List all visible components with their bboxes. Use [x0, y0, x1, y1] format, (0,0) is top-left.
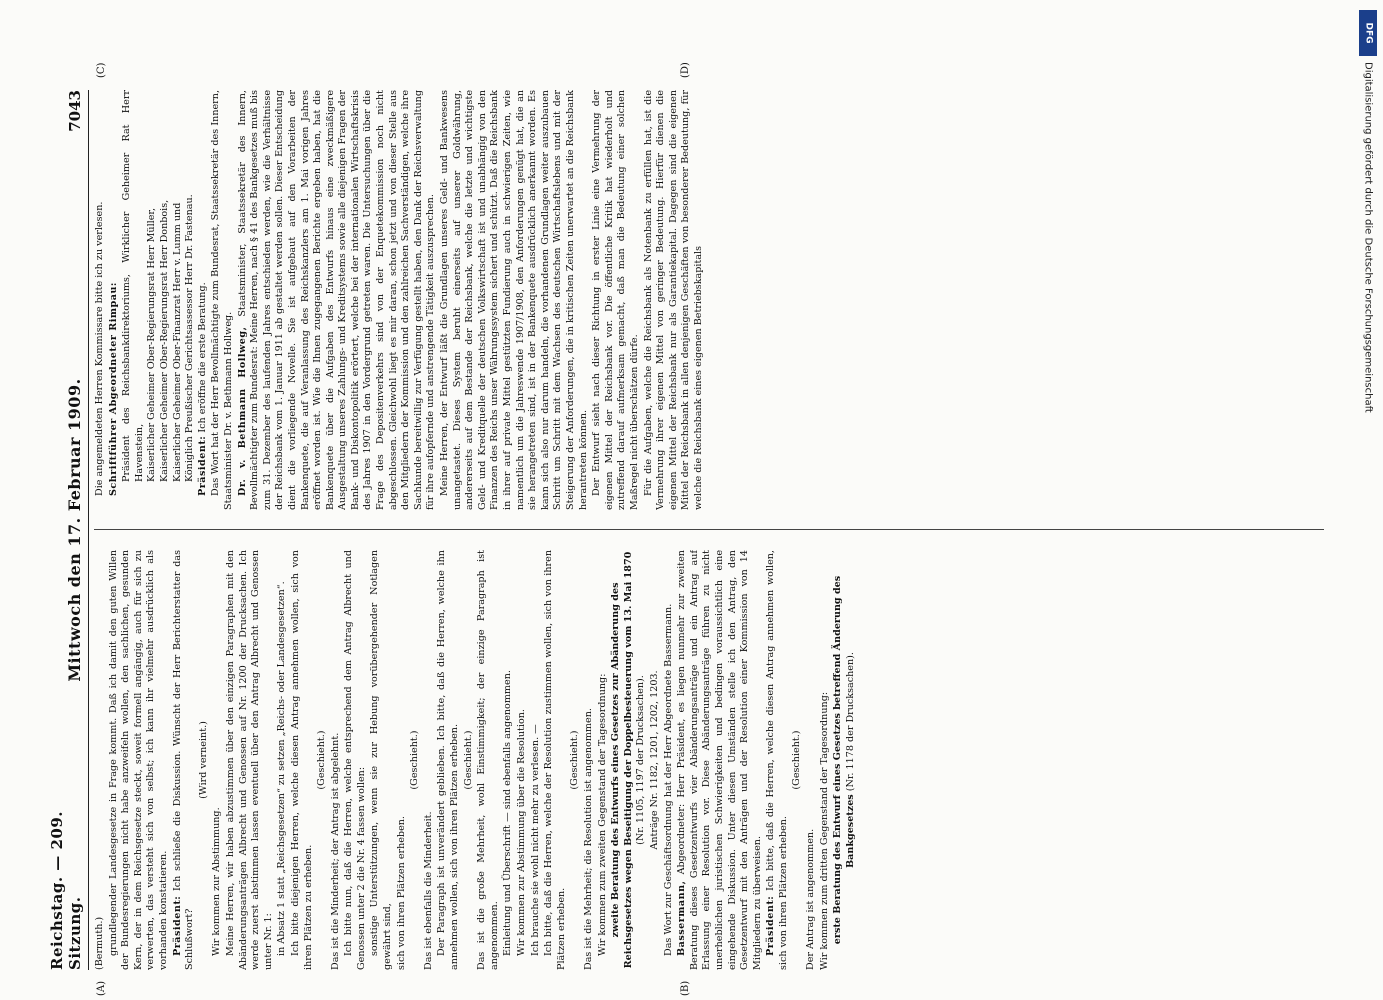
margin-mark-a: (A) [96, 980, 107, 996]
stage-direction: (Geschieht.) [569, 730, 581, 790]
margin-mark-d: (D) [680, 62, 691, 78]
paragraph: Wir kommen zum dritten Gegenstand der Tagesordnung: [818, 691, 830, 970]
list-item: Kaiserlicher Geheimer Ober-Finanzrat Herr v. Lumm und [171, 202, 183, 482]
paragraph: Das ist die Mehrheit; die Resolution ist angenommen. [582, 708, 594, 970]
paragraph: Ich bitte nun, daß die Herren, welche entsprechend dem Antrag Albrecht und Genossen unter 2 die Nr. 4 fassen wollen: [343, 550, 367, 970]
speech-text: Staatsminister, Staatssekretär des Innern, Bevollmächtigter zum Bundesrat: Meine Herren, nach § 41 des Bankgesetzes muß bis zum 31. Dezember des laufenden Jahres entschieden werden, wie die Verhältnisse der Reichsbank vom 1. Januar 1911 ab gestaltet werden sollen. Dieser Entscheidung dient die vorliegende Novelle. Sie ist aufgebaut auf den Vorarbeiten der Bankenquete, die auf Veranlassung des Reichskanzlers am 1. Mai vorigen Jahres eröffnet worden ist. Wie die Ihnen zugegangenen Berichte ergeben haben, hat die Bankenquete über die Aufgaben des Entwurfs hinaus eine zweckmäßigere Ausgestaltung unseres Zahlungs- und Kreditsystems sowie alle diejenigen Fragen der Bank- und Diskontopolitik erörtert, welche bei der internationalen Wirtschaftskrisis des Jahres 1907 in den Vordergrund getreten waren. Die Untersuchungen über die Frage des Depositenverkehrs sind von der Enquetekommission noch nicht abgeschlossen. Gleichwohl liegt es mir daran, schon jetzt und von dieser Stelle aus den Mitgliedern der Kommission und den zahlreichen Sachverständigen, welche ihre Sachkunde bereitwillig zur Verfügung gestellt haben, den Dank der Reichsverwaltung für ihre aufopfernde und anstrengende Tätigkeit auszusprechen. [236, 90, 437, 510]
quoted-motion: in Absatz 1 statt „Reichsgesetzen“ zu setzen „Reichs- oder Landesgesetzen“. [276, 581, 288, 956]
paragraph: Wir kommen zur Abstimmung. [211, 807, 223, 956]
list-item: Kaiserlicher Geheimer Ober-Regierungsrat Herr Donbois, [158, 199, 170, 482]
document-page [48, 62, 1340, 996]
margin-mark-c: (C) [96, 62, 107, 78]
paragraph: Das ist ebenfalls die Minderheit. [422, 811, 434, 970]
stage-direction: (Geschieht.) [791, 730, 803, 790]
paragraph [108, 90, 121, 510]
stage-direction: (Wird verneint.) [197, 721, 209, 799]
speaker-label: Schriftführer Abgeordneter Rimpau: [107, 282, 119, 496]
agenda-item-ref: (Nr. 1105, 1197 der Drucksachen). [635, 675, 647, 845]
speaker-label: Bassermann, [676, 880, 688, 956]
column-divider [94, 529, 1324, 530]
quoted-motion: sonstige Unterstützungen, wenn sie zur Hebung vorübergehender Notlagen gewährt sind, [369, 550, 394, 970]
page-number: 7043 [66, 90, 84, 132]
motions-list: Anträge Nr. 1182, 1201, 1202, 1203. [648, 670, 660, 850]
agenda-item-title [832, 550, 857, 970]
page-header [48, 90, 89, 970]
paragraph: Meine Herren, der Entwurf läßt die Grundlagen unseres Geld- und Bankwesens unangetastet. Dieses System beruht einerseits auf unserer Goldwährung, andererseits auf dem Bestande der Reichsbank, welche die letzte und wichtigste Geld- und Kreditquelle der deutschen Volkswirtschaft ist und unabhängig von den Finanzen des Reichs unser Währungssystem sichert und schützt. Daß die Reichsbank in ihrer auf private Mittel gestützten Fundierung auch in schwierigen Zeiten, wie namentlich um die Jahreswende 1907/1908, den Anforderungen genügt hat, die an sie herangetreten sind, ist in der Bankenquete ausdrücklich anerkannt worden. Es kann sich also nur darum handeln, die vorhandenen Grundlagen weiter auszubauen Schritt um Schritt mit dem Wachsen des deutschen Wirtschaftslebens und mit der Steigerung der Anforderungen, die in kritischen Zeiten unerwartet an die Reichsbank herantreten können. [439, 90, 589, 510]
paragraph: Das Wort hat der Herr Bevollmächtigte zum Bundesrat, Staatssekretär des Innern, Staatsminister Dr. v. Bethmann Hollweg. [210, 90, 234, 510]
agenda-item-bold: erste Beratung des Entwurf eines Gesetzes betreffend Änderung des Bankgesetzes [832, 575, 856, 945]
stage-direction: (Geschieht.) [316, 730, 328, 790]
paragraph: grundlegender Landesgesetze in Frage kommt. Daß ich damit den guten Willen der Bundesregierungen nicht habe anzweifeln wollen, den sachlichen, gesunden Kern, der in dem Reichsgesetze steckt, soweit formell angängig, auch für sich zu verwerten, das versteht sich von selbst; ich kann ihr vielmehr ausdrücklich als vorhanden konstatieren. [107, 550, 169, 970]
funding-note-text: Digitalisierung gefördert durch die Deutsche Forschungsgemeinschaft [1362, 62, 1374, 413]
list-item: Präsident des Reichsbankdirektoriums, Wirklicher Geheimer Rat Herr Havenstein, [121, 90, 145, 482]
commissioner-list [121, 90, 197, 510]
agenda-item-bold: zweite Beratung des Entwurfs eines Gesetzes zur Abänderung des Reichsgesetzes wegen Beseitigung der Doppelbesteuerung vom 13. Mai 1870 [610, 551, 634, 969]
paragraph: Das ist die große Mehrheit, wohl Einstimmigkeit; der einzige Paragraph ist angenommen. [476, 550, 500, 970]
paragraph: Das Wort zur Geschäftsordnung hat der Herr Abgeordnete Bassermann. [662, 603, 674, 956]
right-column [94, 90, 1324, 510]
left-column [94, 550, 1324, 970]
paragraph [237, 90, 439, 510]
paragraph: Für die Aufgaben, welche die Reichsbank als Notenbank zu erfüllen hat, ist die Vermehrung ihrer eigenen Mittel von geringer Bedeutung. Hierfür dienen die eigenen Mittel der Reichsbank nur als Garantiekapital. Dagegen sind die eigenen Mittel der Reichsbank in allen denjenigen Geschäften von besonderer Bedeutung, für welche die Reichsbank eines eigenen Betriebskapitals [642, 90, 704, 510]
agenda-item-title [610, 550, 648, 970]
paragraph: Einleitung und Überschrift — sind ebenfalls angenommen. [502, 670, 514, 956]
margin-mark-b: (B) [680, 980, 691, 996]
paragraph: Wir kommen zum zweiten Gegenstand der Tagesordnung: [596, 673, 608, 956]
agenda-item-ref: (Nr. 1178 der Drucksachen). [844, 652, 856, 792]
paragraph: Ich bitte diejenigen Herren, welche diesen Antrag annehmen wollen, sich von ihren Plätzen zu erheben. [289, 550, 314, 970]
paragraph: Ich bitte, daß die Herren, welche der Resolution zustimmen wollen, sich von ihren Plätzen erheben. [543, 550, 567, 970]
list-item: Kaiserlicher Geheimer Ober-Regierungsrat Herr Müller, [146, 207, 158, 482]
digitization-stamp [1359, 10, 1379, 980]
speech-text: Abgeordneter: Herr Präsident, es liegen nunmehr zur zweiten Beratung dieses Gesetzentwurfs vier Abänderungsanträge und ein Antrag auf Erlassung einer Resolution vor. Diese Abänderungsanträge führen zu nicht unerheblichen juristischen Schwierigkeiten und bedingen voraussichtlich eine eingehende Diskussion. Unter diesen Umständen stelle ich den Antrag, den Gesetzentwurf mit den Anträgen und der Resolution einer Kommission von 14 Mitgliedern zu überweisen. [676, 550, 763, 970]
paragraph: Wir kommen zur Abstimmung über die Resolution. [516, 709, 527, 956]
stage-direction: (Geschieht.) [462, 730, 474, 790]
paragraph [172, 550, 197, 970]
speaker-label: Präsident: [171, 895, 183, 956]
paragraph: Die angemeldeten Herren Kommissare bitte ich zu verlesen. [94, 201, 105, 496]
speaker-label: Dr. v. Bethmann Hollweg, [236, 326, 248, 496]
paragraph [765, 550, 790, 970]
header-left: Reichstag. — 209. Sitzung. [48, 810, 84, 970]
paragraph [197, 90, 210, 510]
paragraph: sich von ihren Plätzen erheben. [395, 816, 407, 970]
paragraph: Ich brauche sie wohl nicht mehr zu verlesen. — [529, 724, 541, 956]
speaker-continuation: (Bermuth.) [94, 916, 105, 970]
speech-text: Ich eröffne die erste Beratung. [196, 282, 208, 433]
speech-text: Ich bitte, daß die Herren, welche diesen Antrag annehmen wollen, sich von ihren Plätzen erheben. [765, 550, 789, 970]
list-item: Königlich Preußischer Gerichtsassessor Herr Dr. Fastenau. [184, 194, 196, 482]
paragraph: Meine Herren, wir haben abzustimmen über den einzigen Paragraphen mit den Abänderungsanträgen Albrecht und Genossen auf Nr. 1200 der Drucksachen. Ich werde zuerst abstimmen lassen eventuell über den Antrag Albrecht und Genossen unter Nr. 1: [224, 550, 274, 970]
funding-note [1359, 62, 1377, 980]
paragraph: Der Entwurf sieht nach dieser Richtung in erster Linie eine Vermehrung der eigenen Mittel der Reichsbank vor. Die öffentliche Kritik hat wiederholt und zutreffend darauf aufmerksam gemacht, daß man die Bedeutung einer solchen Maßregel nicht überschätzen dürfe. [591, 90, 640, 510]
paragraph: Der Antrag ist angenommen. [805, 828, 817, 970]
paragraph [676, 550, 764, 970]
stage-direction: (Geschieht.) [409, 730, 421, 790]
paragraph: Der Paragraph ist unverändert geblieben. Ich bitte, daß die Herren, welche ihn annehmen wollen, sich von ihren Plätzen erheben. [436, 550, 461, 970]
speaker-label: Präsident: [196, 435, 208, 496]
dfg-logo [1359, 10, 1377, 56]
speech-text: Ich schließe die Diskussion. Wünscht der Herr Berichterstatter das Schlußwort? [171, 550, 196, 970]
paragraph: Das ist die Minderheit; der Antrag ist abgelehnt. [329, 732, 341, 970]
dfg-logo-text: DFG [1363, 22, 1374, 44]
header-date: Mittwoch den 17. Februar 1909. [65, 378, 84, 682]
speaker-label: Präsident: [765, 895, 777, 956]
